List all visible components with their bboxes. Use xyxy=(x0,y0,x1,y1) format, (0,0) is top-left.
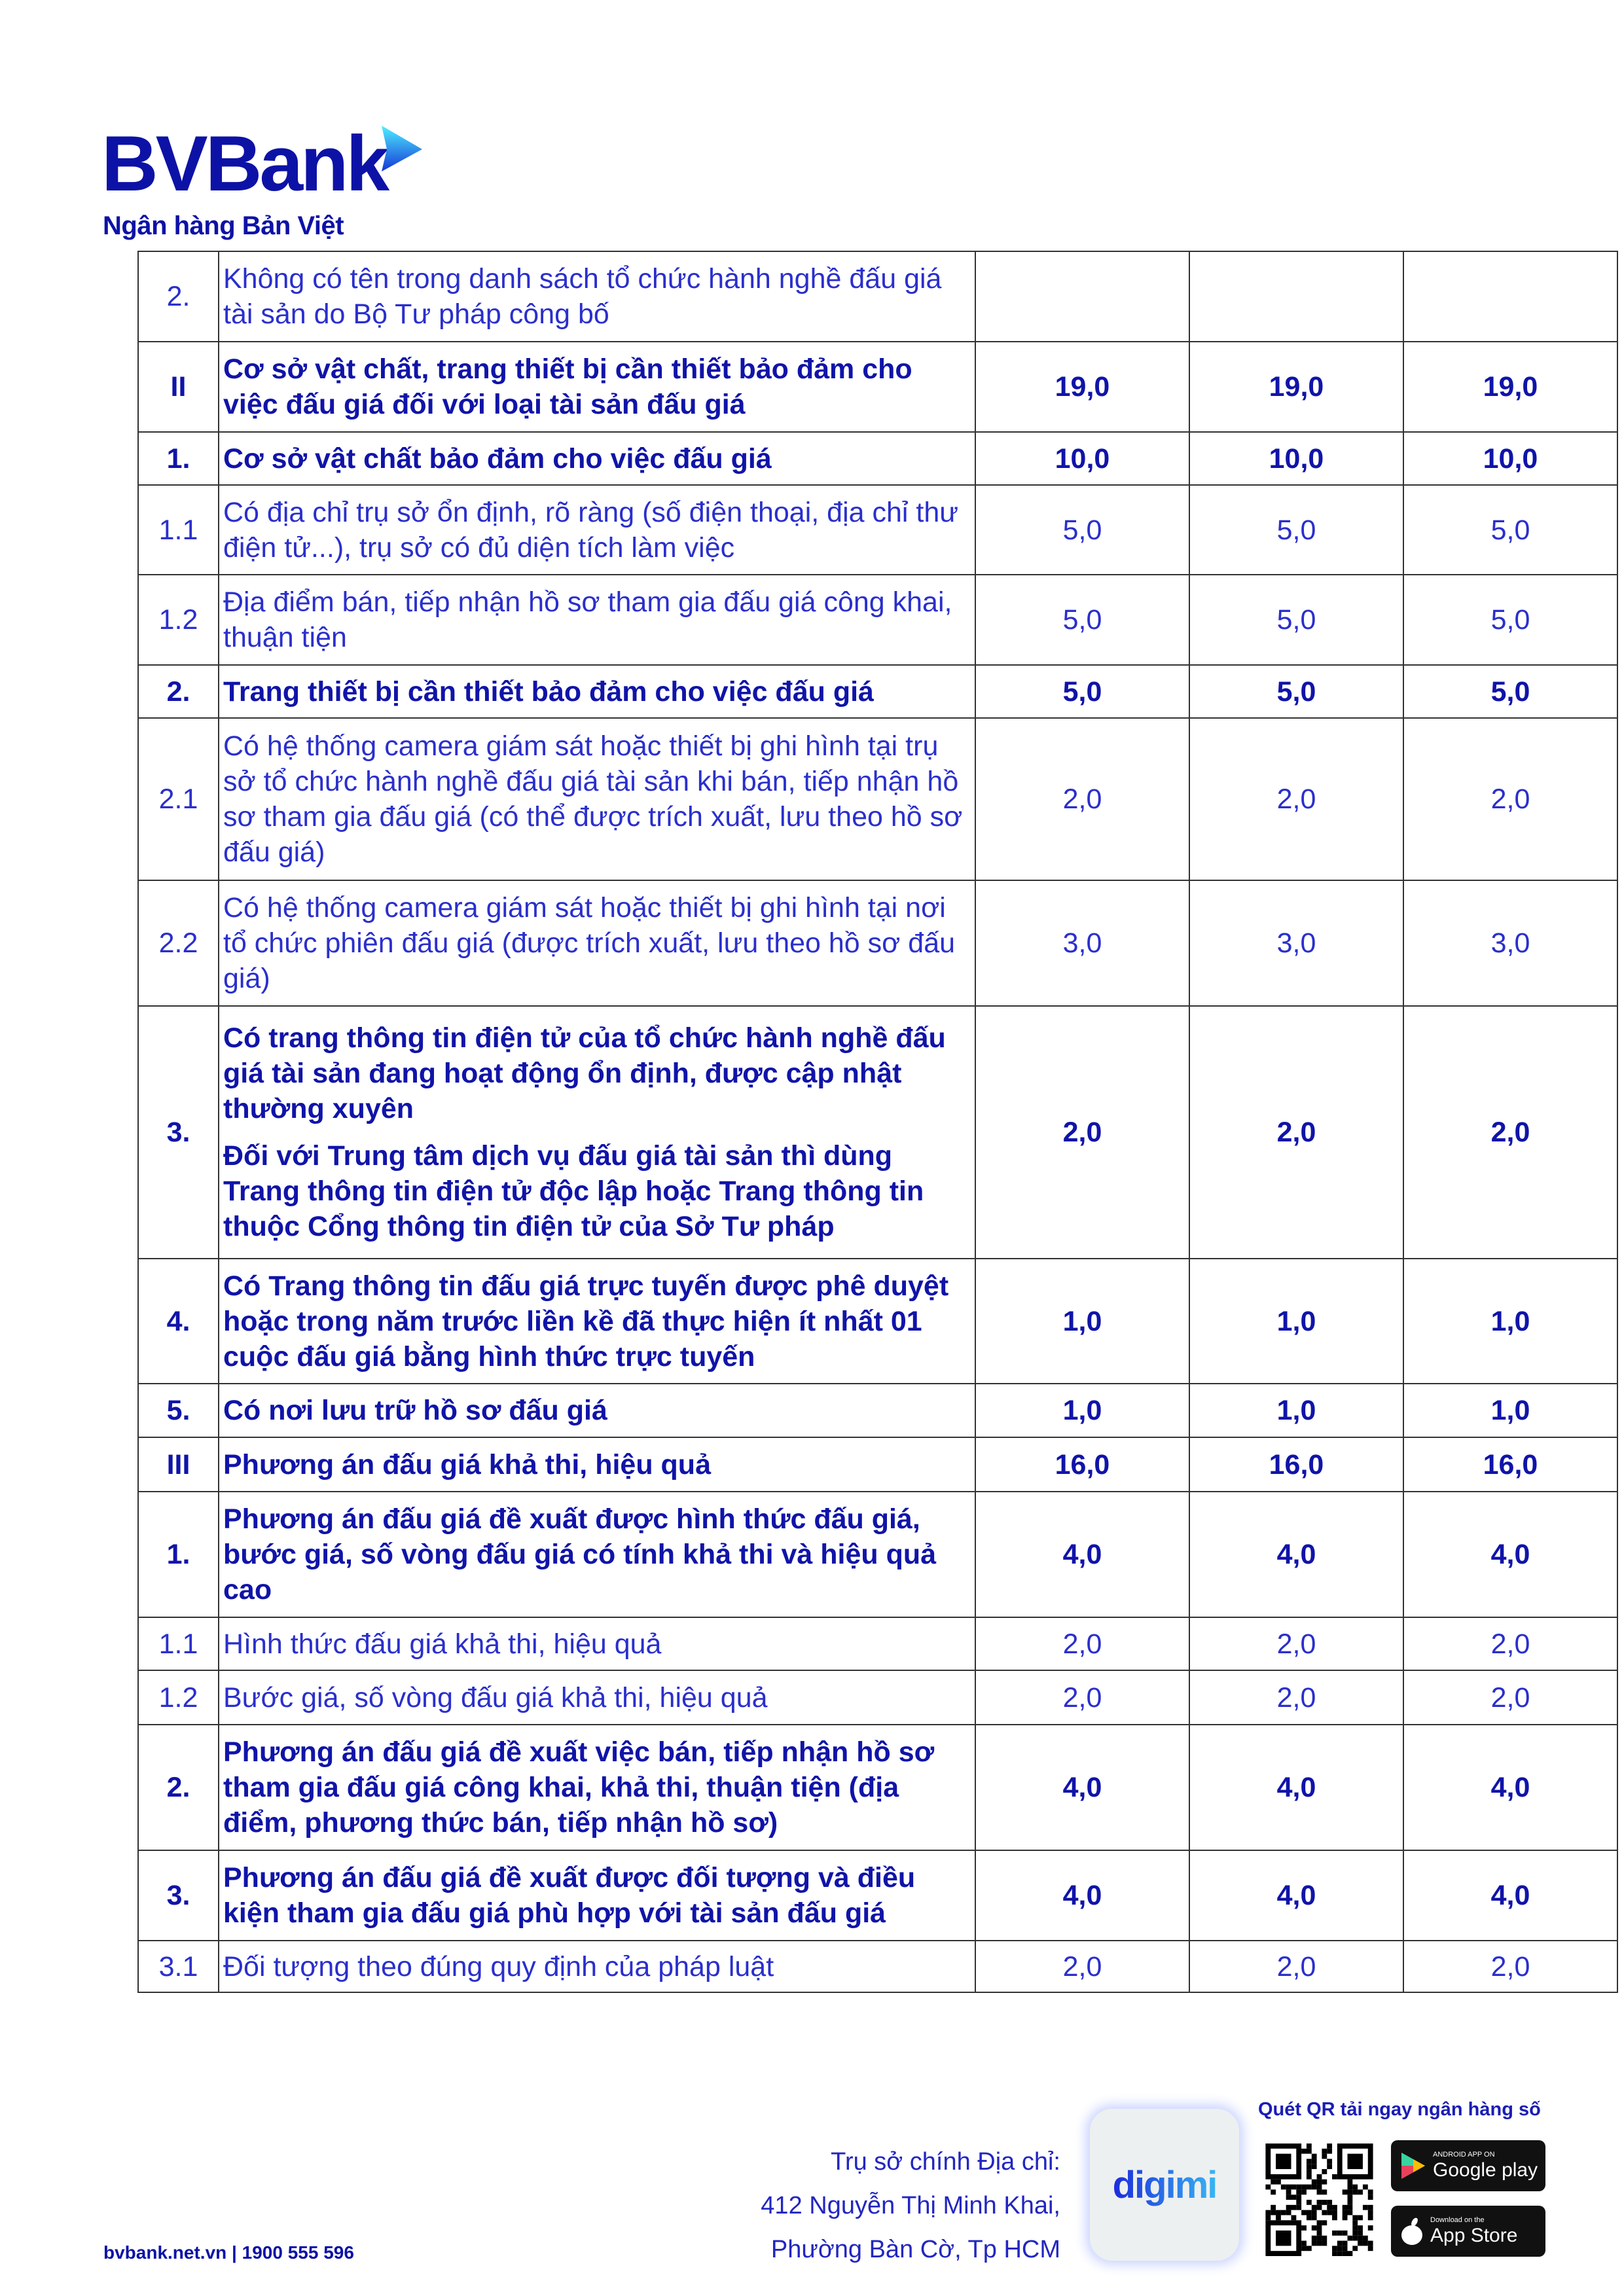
criterion-paragraph: Có địa chỉ trụ sở ổn định, rõ ràng (số điện thoại, địa chỉ thư điện tử...), trụ sở có đủ diện tích làm việc xyxy=(223,496,959,564)
table-row xyxy=(138,718,1617,880)
score-cell-3: 4,0 xyxy=(1403,1725,1617,1850)
criterion-paragraph: Phương án đấu giá đề xuất được đối tượng và điều kiện tham gia đấu giá phù hợp với tài sản đấu giá xyxy=(223,1862,916,1929)
score-cell-1: 4,0 xyxy=(975,1492,1189,1617)
score-cell-1: 5,0 xyxy=(975,665,1189,718)
digimi-app-icon xyxy=(1090,2109,1239,2261)
row-number: 5. xyxy=(138,1384,219,1437)
criterion-text xyxy=(219,1670,975,1725)
table-row xyxy=(138,251,1617,342)
table-row xyxy=(138,1725,1617,1850)
criterion-text xyxy=(219,1437,975,1492)
criterion-text xyxy=(219,485,975,575)
criterion-paragraph: Phương án đấu giá đề xuất được hình thức đấu giá, bước giá, số vòng đấu giá có tính khả thi và hiệu quả cao xyxy=(223,1503,937,1605)
row-number: 4. xyxy=(138,1259,219,1384)
address-line: Trụ sở chính Địa chỉ: xyxy=(831,2148,1060,2176)
address-line: 412 Nguyễn Thị Minh Khai, xyxy=(761,2192,1060,2219)
criterion-text xyxy=(219,575,975,665)
table-row xyxy=(138,432,1617,485)
apple-small-text: Download on the xyxy=(1430,2216,1485,2224)
criterion-text xyxy=(219,718,975,880)
criterion-paragraph: Đối tượng theo đúng quy định của pháp luật xyxy=(223,1950,774,1982)
head-office-address xyxy=(761,2140,1060,2272)
score-cell-3: 10,0 xyxy=(1403,432,1617,485)
score-cell-1: 1,0 xyxy=(975,1259,1189,1384)
score-cell-1: 2,0 xyxy=(975,718,1189,880)
row-number: 2. xyxy=(138,665,219,718)
row-number: 2. xyxy=(138,251,219,342)
score-cell-3: 5,0 xyxy=(1403,575,1617,665)
criterion-paragraph: Cơ sở vật chất, trang thiết bị cần thiết bảo đảm cho việc đấu giá đối với loại tài sản đấu giá xyxy=(223,353,912,420)
score-cell-2: 1,0 xyxy=(1189,1259,1403,1384)
google-small-text: ANDROID APP ON xyxy=(1433,2151,1495,2159)
score-cell-1: 19,0 xyxy=(975,342,1189,432)
score-cell-3: 2,0 xyxy=(1403,1006,1617,1259)
criterion-paragraph: Cơ sở vật chất bảo đảm cho việc đấu giá xyxy=(223,442,772,475)
score-cell-2: 2,0 xyxy=(1189,1617,1403,1670)
score-cell-3 xyxy=(1403,251,1617,342)
score-cell-3: 2,0 xyxy=(1403,718,1617,880)
qr-title: Quét QR tải ngay ngân hàng số xyxy=(1258,2099,1541,2120)
score-cell-2: 5,0 xyxy=(1189,485,1403,575)
row-number: III xyxy=(138,1437,219,1492)
criterion-text xyxy=(219,432,975,485)
score-cell-1: 16,0 xyxy=(975,1437,1189,1492)
score-cell-2: 5,0 xyxy=(1189,665,1403,718)
criterion-paragraph: Có Trang thông tin đấu giá trực tuyến được phê duyệt hoặc trong năm trước liền kề đã thực hiện ít nhất 01 cuộc đấu giá bằng hình thức trực tuyến xyxy=(223,1270,949,1372)
qr-code-icon[interactable] xyxy=(1265,2144,1373,2256)
table-row xyxy=(138,1617,1617,1670)
table-row xyxy=(138,1437,1617,1492)
score-cell-3: 1,0 xyxy=(1403,1259,1617,1384)
score-cell-3: 5,0 xyxy=(1403,485,1617,575)
row-number: 2. xyxy=(138,1725,219,1850)
score-cell-2: 2,0 xyxy=(1189,1670,1403,1725)
criterion-paragraph: Có hệ thống camera giám sát hoặc thiết bị ghi hình tại trụ sở tổ chức hành nghề đấu giá tài sản khi bán, tiếp nhận hồ sơ tham gia đấu giá (có thể được trích xuất, lưu theo hồ sơ đấu giá) xyxy=(223,730,963,868)
criterion-paragraph: Phương án đấu giá khả thi, hiệu quả xyxy=(223,1448,711,1480)
score-cell-2: 2,0 xyxy=(1189,718,1403,880)
criterion-paragraph: Phương án đấu giá đề xuất việc bán, tiếp nhận hồ sơ tham gia đấu giá công khai, khả thi, thuận tiện (địa điểm, phương thức bán, tiếp nhận hồ sơ) xyxy=(223,1736,935,1839)
score-cell-1: 2,0 xyxy=(975,1617,1189,1670)
score-cell-3: 5,0 xyxy=(1403,665,1617,718)
score-cell-3: 3,0 xyxy=(1403,880,1617,1006)
score-cell-2: 4,0 xyxy=(1189,1492,1403,1617)
google-play-badge[interactable] xyxy=(1391,2140,1545,2191)
score-cell-2: 4,0 xyxy=(1189,1850,1403,1941)
address-line: Phường Bàn Cờ, Tp HCM xyxy=(770,2236,1060,2263)
criterion-text xyxy=(219,342,975,432)
table-row xyxy=(138,1492,1617,1617)
table-row xyxy=(138,342,1617,432)
criterion-text xyxy=(219,251,975,342)
score-cell-1 xyxy=(975,251,1189,342)
table-row xyxy=(138,1850,1617,1941)
score-cell-3: 4,0 xyxy=(1403,1492,1617,1617)
criteria-table xyxy=(137,251,1618,1993)
criterion-paragraph: Trang thiết bị cần thiết bảo đảm cho việc đấu giá xyxy=(223,675,874,708)
criterion-paragraph: Có nơi lưu trữ hồ sơ đấu giá xyxy=(223,1395,607,1426)
score-cell-2: 4,0 xyxy=(1189,1725,1403,1850)
table-row xyxy=(138,485,1617,575)
score-cell-2: 5,0 xyxy=(1189,575,1403,665)
score-cell-1: 4,0 xyxy=(975,1725,1189,1850)
row-number: 3. xyxy=(138,1850,219,1941)
criterion-text xyxy=(219,1259,975,1384)
score-cell-2: 2,0 xyxy=(1189,1941,1403,1992)
criterion-paragraph: Hình thức đấu giá khả thi, hiệu quả xyxy=(223,1628,662,1660)
row-number: 2.1 xyxy=(138,718,219,880)
row-number: 1. xyxy=(138,1492,219,1617)
logo-wordmark: BVBank xyxy=(101,120,388,207)
row-number: 2.2 xyxy=(138,880,219,1006)
criterion-text xyxy=(219,665,975,718)
score-cell-1: 2,0 xyxy=(975,1941,1189,1992)
score-cell-1: 5,0 xyxy=(975,575,1189,665)
score-cell-1: 1,0 xyxy=(975,1384,1189,1437)
row-number: 1. xyxy=(138,432,219,485)
row-number: 1.2 xyxy=(138,575,219,665)
score-cell-3: 4,0 xyxy=(1403,1850,1617,1941)
criterion-text xyxy=(219,880,975,1006)
score-cell-1: 3,0 xyxy=(975,880,1189,1006)
table-row xyxy=(138,880,1617,1006)
table-row xyxy=(138,1384,1617,1437)
logo-tagline: Ngân hàng Bản Việt xyxy=(103,211,344,240)
apple-label: App Store xyxy=(1430,2225,1518,2246)
score-cell-1: 10,0 xyxy=(975,432,1189,485)
google-play-icon xyxy=(1400,2151,1426,2180)
score-cell-1: 4,0 xyxy=(975,1850,1189,1941)
criterion-text xyxy=(219,1941,975,1992)
score-cell-2: 2,0 xyxy=(1189,1006,1403,1259)
row-number: 1.2 xyxy=(138,1670,219,1725)
table-row xyxy=(138,1259,1617,1384)
criterion-text xyxy=(219,1850,975,1941)
row-number: 1.1 xyxy=(138,485,219,575)
criterion-text xyxy=(219,1725,975,1850)
criterion-paragraph: Đối với Trung tâm dịch vụ đấu giá tài sản thì dùng Trang thông tin điện tử độc lập hoặc Trang thông tin thuộc Cổng thông tin điện tử của Sở Tư pháp xyxy=(223,1140,924,1242)
score-cell-3: 19,0 xyxy=(1403,342,1617,432)
table-row xyxy=(138,1006,1617,1259)
score-cell-2 xyxy=(1189,251,1403,342)
digimi-label: digimi xyxy=(1112,2163,1217,2206)
score-cell-2: 16,0 xyxy=(1189,1437,1403,1492)
score-cell-3: 2,0 xyxy=(1403,1941,1617,1992)
criterion-text xyxy=(219,1384,975,1437)
score-cell-3: 1,0 xyxy=(1403,1384,1617,1437)
score-cell-3: 2,0 xyxy=(1403,1670,1617,1725)
score-cell-1: 2,0 xyxy=(975,1006,1189,1259)
criterion-paragraph: Địa điểm bán, tiếp nhận hồ sơ tham gia đấu giá công khai, thuận tiện xyxy=(223,586,952,653)
table-row xyxy=(138,575,1617,665)
criterion-paragraph: Có trang thông tin điện tử của tổ chức hành nghề đấu giá tài sản đang hoạt động ổn định, được cập nhật thường xuyên xyxy=(223,1022,946,1124)
table-row xyxy=(138,1670,1617,1725)
table-row xyxy=(138,665,1617,718)
row-number: II xyxy=(138,342,219,432)
google-label: Google play xyxy=(1433,2159,1538,2181)
app-store-badge[interactable] xyxy=(1391,2206,1545,2257)
score-cell-2: 3,0 xyxy=(1189,880,1403,1006)
criterion-text xyxy=(219,1617,975,1670)
criterion-text xyxy=(219,1492,975,1617)
criterion-text xyxy=(219,1006,975,1259)
score-cell-1: 2,0 xyxy=(975,1670,1189,1725)
website-hotline[interactable]: bvbank.net.vn | 1900 555 596 xyxy=(103,2242,354,2263)
table-row xyxy=(138,1941,1617,1992)
row-number: 1.1 xyxy=(138,1617,219,1670)
apple-icon xyxy=(1400,2217,1424,2246)
score-cell-3: 16,0 xyxy=(1403,1437,1617,1492)
criterion-paragraph: Bước giá, số vòng đấu giá khả thi, hiệu quả xyxy=(223,1681,768,1713)
score-cell-1: 5,0 xyxy=(975,485,1189,575)
criterion-paragraph: Có hệ thống camera giám sát hoặc thiết bị ghi hình tại nơi tổ chức phiên đấu giá (được trích xuất, lưu theo hồ sơ đấu giá) xyxy=(223,892,956,994)
logo-arrow-icon xyxy=(382,126,422,171)
score-cell-2: 19,0 xyxy=(1189,342,1403,432)
bvbank-logo xyxy=(101,120,442,249)
row-number: 3. xyxy=(138,1006,219,1259)
score-cell-2: 10,0 xyxy=(1189,432,1403,485)
criterion-paragraph: Không có tên trong danh sách tổ chức hành nghề đấu giá tài sản do Bộ Tư pháp công bố xyxy=(223,263,942,330)
score-cell-2: 1,0 xyxy=(1189,1384,1403,1437)
score-cell-3: 2,0 xyxy=(1403,1617,1617,1670)
row-number: 3.1 xyxy=(138,1941,219,1992)
